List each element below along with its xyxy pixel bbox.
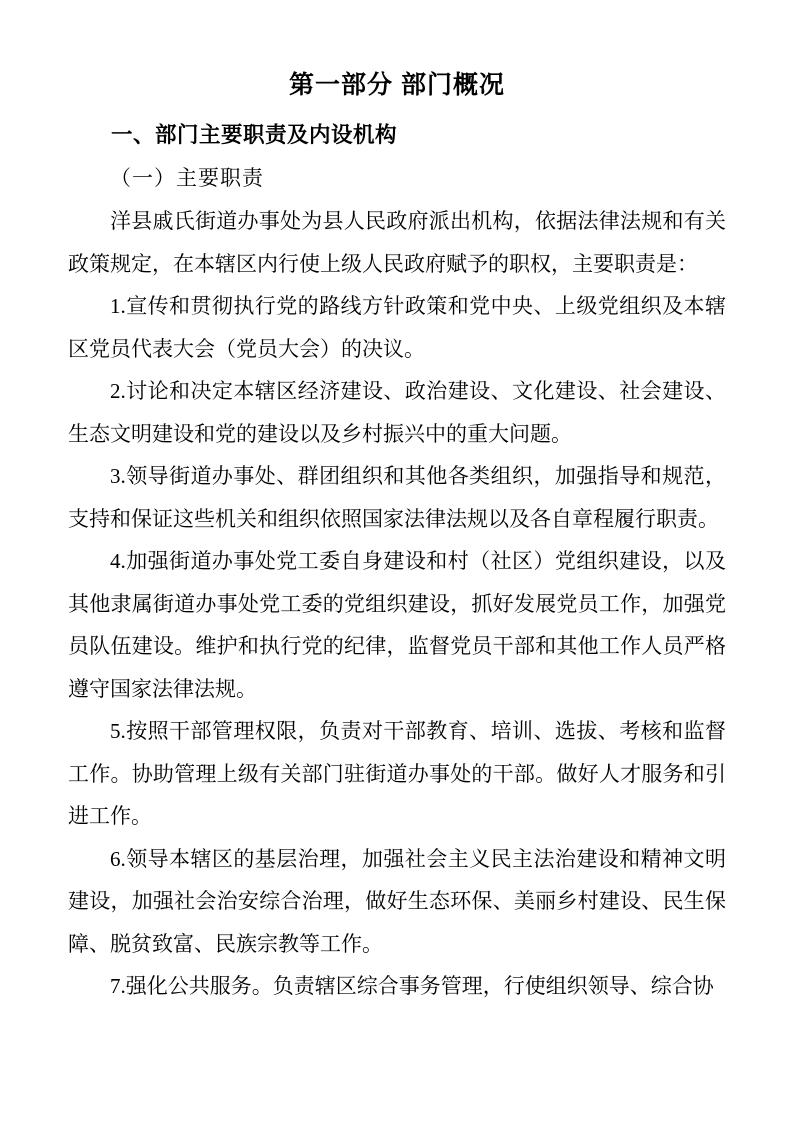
subsection-heading-main-duties: （一）主要职责 [110, 166, 264, 190]
paragraph-duty-2: 2.讨论和决定本辖区经济建设、政治建设、文化建设、社会建设、生态文明建设和党的建设以及乡村振兴中的重大问题。 [68, 379, 726, 446]
paragraph-duty-7-truncated: 7.强化公共服务。负责辖区综合事务管理，行使组织领导、综合协 [110, 974, 714, 998]
paragraph-duty-1: 1.宣传和贯彻执行党的路线方针政策和党中央、上级党组织及本辖区党员代表大会（党员大会）的决议。 [68, 294, 726, 361]
paragraph-intro: 洋县戚氏街道办事处为县人民政府派出机构，依据法律法规和有关政策规定，在本辖区内行使上级人民政府赋予的职权，主要职责是： [68, 209, 726, 276]
paragraph-duty-6: 6.领导本辖区的基层治理，加强社会主义民主法治建设和精神文明建设，加强社会治安综合治理，做好生态环保、美丽乡村建设、民生保障、脱贫致富、民族宗教等工作。 [68, 846, 726, 956]
paragraph-duty-5: 5.按照干部管理权限，负责对干部教育、培训、选拔、考核和监督工作。协助管理上级有关部门驻街道办事处的干部。做好人才服务和引进工作。 [68, 719, 726, 828]
paragraph-duty-3: 3.领导街道办事处、群团组织和其他各类组织，加强指导和规范，支持和保证这些机关和组织依照国家法律法规以及各自章程履行职责。 [68, 464, 726, 531]
paragraph-duty-4: 4.加强街道办事处党工委自身建设和村（社区）党组织建设，以及其他隶属街道办事处党工委的党组织建设，抓好发展党员工作，加强党员队伍建设。维护和执行党的纪律，监督党员干部和其他工作人员严格遵守国家法律法规。 [68, 549, 726, 701]
document-title: 第一部分 部门概况 [289, 71, 505, 99]
section-heading-main-duties: 一、部门主要职责及内设机构 [111, 123, 398, 147]
